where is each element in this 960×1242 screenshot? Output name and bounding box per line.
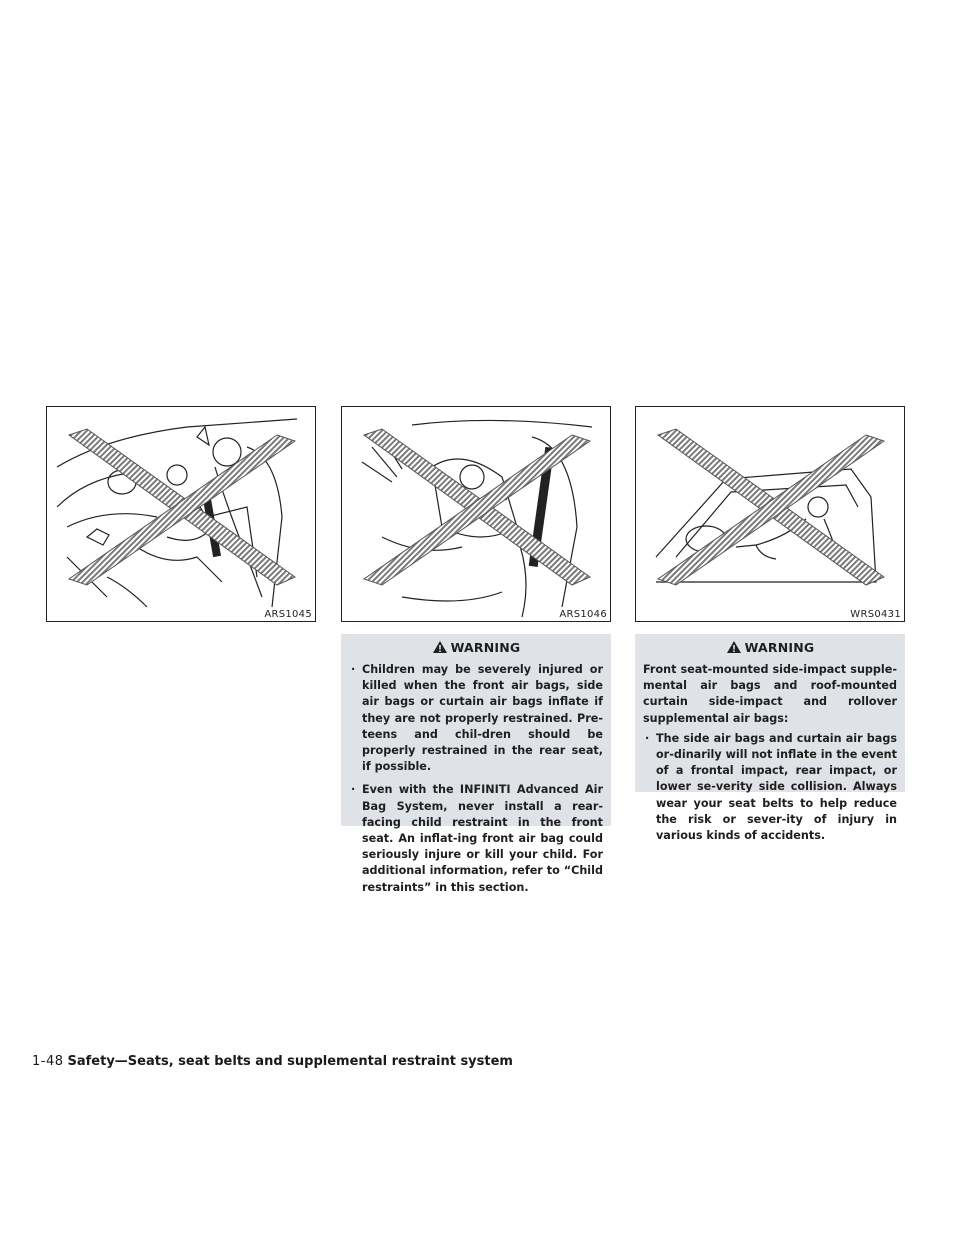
- warning-body: [643, 662, 897, 844]
- warning-item: [349, 662, 603, 775]
- warning-heading: [349, 634, 603, 660]
- illustration-rear-facing-child-restraint: [341, 406, 611, 622]
- section-title: Safety—Seats, seat belts and supplemental restraint system: [67, 1054, 513, 1069]
- child-front-seat-drawing: [47, 407, 316, 622]
- rear-facing-restraint-drawing: [342, 407, 611, 622]
- warning-item-text: Even with the INFINITI Advanced Air Bag System, never install a rear-facing child restraint in the front seat. An inflat-ing front air bag could seriously injure or kill your child. For additional information, refer to “Child restraints” in this section.: [362, 783, 603, 894]
- warning-heading: [643, 634, 897, 660]
- figure-code: ARS1045: [264, 609, 312, 620]
- illustration-side-impact-occupant: [635, 406, 905, 622]
- prohibited-x-icon: [658, 429, 884, 585]
- warning-item-text: Children may be severely injured or killed when the front air bags, side air bags or curtain air bags inflate if they are not properly restrained. Pre-teens and chil-dren should be properly restrained in the rear seat, if possible.: [362, 663, 603, 774]
- warning-body: [349, 662, 603, 896]
- page-footer: [32, 1054, 513, 1069]
- warning-title: WARNING: [744, 639, 815, 655]
- warning-item: [349, 782, 603, 895]
- side-impact-drawing: [636, 407, 905, 622]
- bullet: ·: [645, 731, 650, 745]
- bullet: ·: [351, 783, 356, 797]
- warning-item: [643, 731, 897, 844]
- prohibited-x-icon: [364, 429, 590, 585]
- warning-item-text: The side air bags and curtain air bags or-dinarily will not inflate in the event of a frontal impact, rear impact, or lower se-verity side collision. Always wear your seat belts to help reduce the risk or sever-ity of injury in various kinds of accidents.: [656, 731, 897, 843]
- figure-code: ARS1046: [559, 609, 607, 620]
- warning-intro: Front seat-mounted side-impact supple-mental air bags and roof-mounted curtain side-impact and rollover supplemental air bags:: [643, 663, 897, 725]
- warning-triangle-icon: [432, 640, 448, 654]
- figure-code: WRS0431: [850, 609, 901, 620]
- warning-title: WARNING: [450, 639, 521, 655]
- warning-box-child-airbags: [341, 634, 611, 894]
- prohibited-x-icon: [69, 429, 295, 585]
- illustration-child-front-seat: [46, 406, 316, 622]
- page-number: 1-48: [32, 1054, 64, 1069]
- bullet: ·: [351, 663, 356, 676]
- warning-triangle-icon: [726, 640, 742, 654]
- warning-box-side-airbags: [635, 634, 905, 843]
